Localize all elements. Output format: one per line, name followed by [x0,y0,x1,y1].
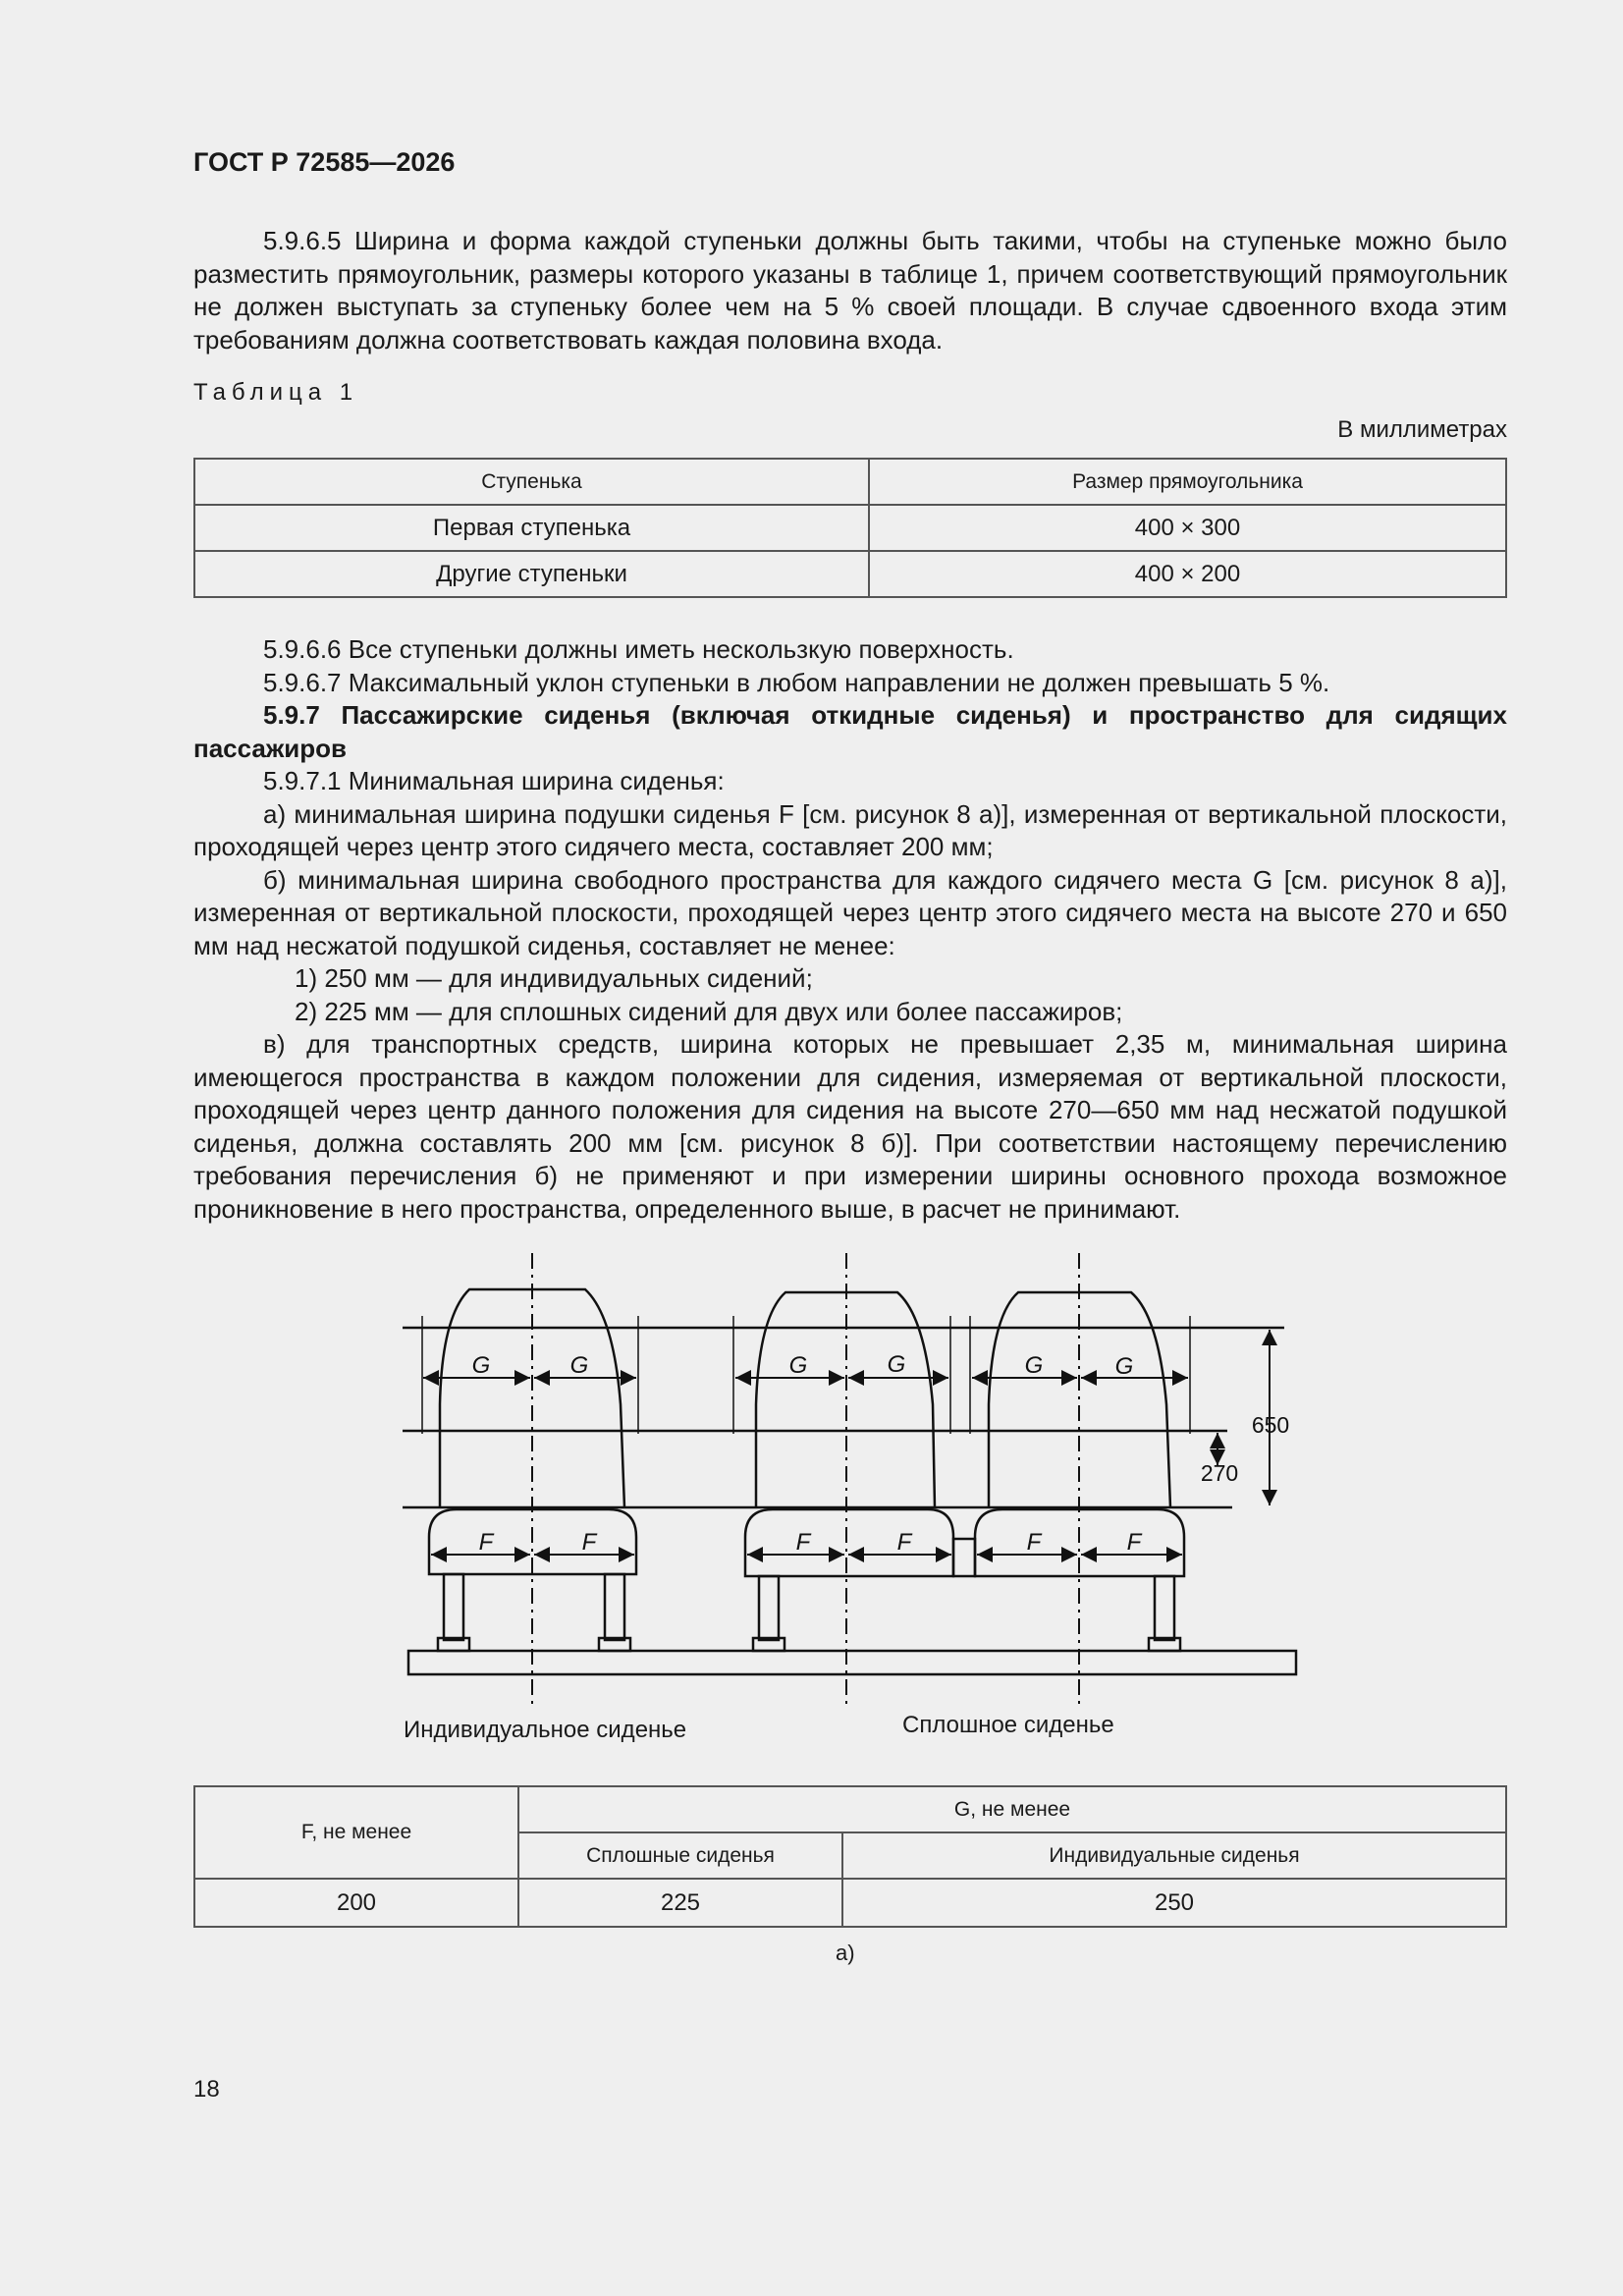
page-number: 18 [193,2076,220,2103]
f-label: F [1126,1529,1142,1556]
table-row [194,505,1506,551]
paragraph-text: 5.9.6.5 Ширина и форма каждой ступеньки должны быть такими, чтобы на ступеньке можно было разместить прямоугольник, размеры которого указаны в таблице 1, причем соответствующий прямоугольник не должен выступать за ступеньку более чем на 5 % своей площади. В случае сдвоенного входа этим требованиям должна соответствовать каждая половина входа. [193,226,1507,355]
table-cell: 400 × 200 [869,551,1506,597]
list-item: 1) 250 мм — для индивидуальных сидений; [295,963,813,993]
subheader-bench: Сплошные сиденья [518,1832,842,1879]
caption-bench-seat: Сплошное сиденье [902,1712,1114,1738]
table-header-row [194,459,1506,505]
g-header: G, не менее [953,1797,1071,1821]
g-label: G [569,1352,589,1379]
table-header-cell: Ступенька [194,459,869,505]
subheader-individual: Индивидуальные сиденья [842,1832,1506,1879]
table-cell: 250 [842,1879,1506,1927]
paragraph-text: 5.9.7.1 Минимальная ширина сиденья: [263,766,725,795]
paragraph-text: 5.9.6.6 Все ступеньки должны иметь нескользкую поверхность. [263,634,1014,664]
g-label: G [887,1351,906,1378]
paragraph-text: в) для транспортных средств, ширина которых не превышает 2,35 м, минимальная ширина имеющегося пространства в каждом положении для сидения, измеряемая от вертикальной плоскости, проходящей через центр данного положения для сидения на высоте 270—650 мм над несжатой подушкой сиденья, должна составлять 200 мм [см. рисунок 8 б)]. При соответствии настоящему перечислению требования перечисления б) не применяют и при измерении ширины основного прохода возможное проникновение в него пространства, определенного выше, в расчет не принимают. [193,1029,1507,1224]
g-label: G [788,1352,808,1379]
f-label: F [795,1529,811,1556]
f-label: F [896,1529,912,1556]
paragraphs-block [193,633,1507,1226]
table-cell: 200 [194,1879,518,1927]
g-label: G [1024,1352,1044,1379]
seat-width-table [193,1785,1507,1928]
table-cell: 225 [518,1879,842,1927]
g-label: G [471,1352,491,1379]
g-label: G [1114,1353,1134,1380]
f-label: F [478,1529,494,1556]
table-row [194,1879,1506,1927]
steps-table [193,458,1507,598]
f-header: F, не менее [300,1821,412,1843]
f-label: F [581,1529,597,1556]
figure-sub-label: а) [836,1941,855,1965]
paragraph-5-9-6-5 [193,225,1507,356]
f-header-cell [194,1786,518,1879]
table-header-row [194,1786,1506,1832]
paragraph-text: б) минимальная ширина свободного пространства для каждого сидячего места G [см. рисунок 8 а)], измеренная от вертикальной плоскости, проходящей через центр этого сидячего места на высоте 270 и 650 мм над несжатой подушкой сиденья, составляет не менее: [193,864,1507,960]
table-cell: 400 × 300 [869,505,1506,551]
g-header-cell [518,1786,1506,1832]
document-header: ГОСТ Р 72585—2026 [193,147,456,177]
list-item: 2) 225 мм — для сплошных сидений для двух или более пассажиров; [295,996,1123,1026]
dim-650-label: 650 [1251,1412,1290,1438]
paragraph-text: а) минимальная ширина подушки сиденья F [см. рисунок 8 а)], измеренная от вертикальной плоскости, проходящей через центр этого сидячего места, составляет 200 мм; [193,798,1507,861]
dim-270-label: 270 [1200,1460,1239,1486]
table-cell: Первая ступенька [194,505,869,551]
table-cell: Другие ступеньки [194,551,869,597]
caption-individual-seat: Индивидуальное сиденье [404,1717,687,1743]
f-label: F [1026,1529,1042,1556]
section-heading: 5.9.7 Пассажирские сиденья (включая откидные сиденья) и пространство для сидящих пассажиров [193,700,1507,763]
table-header-cell: Размер прямоугольника [869,459,1506,505]
paragraph-text: 5.9.6.7 Максимальный уклон ступеньки в любом направлении не должен превышать 5 %. [263,667,1330,697]
table-caption: Таблица 1 [193,379,359,406]
table-units: В миллиметрах [1337,416,1507,443]
table-row [194,551,1506,597]
